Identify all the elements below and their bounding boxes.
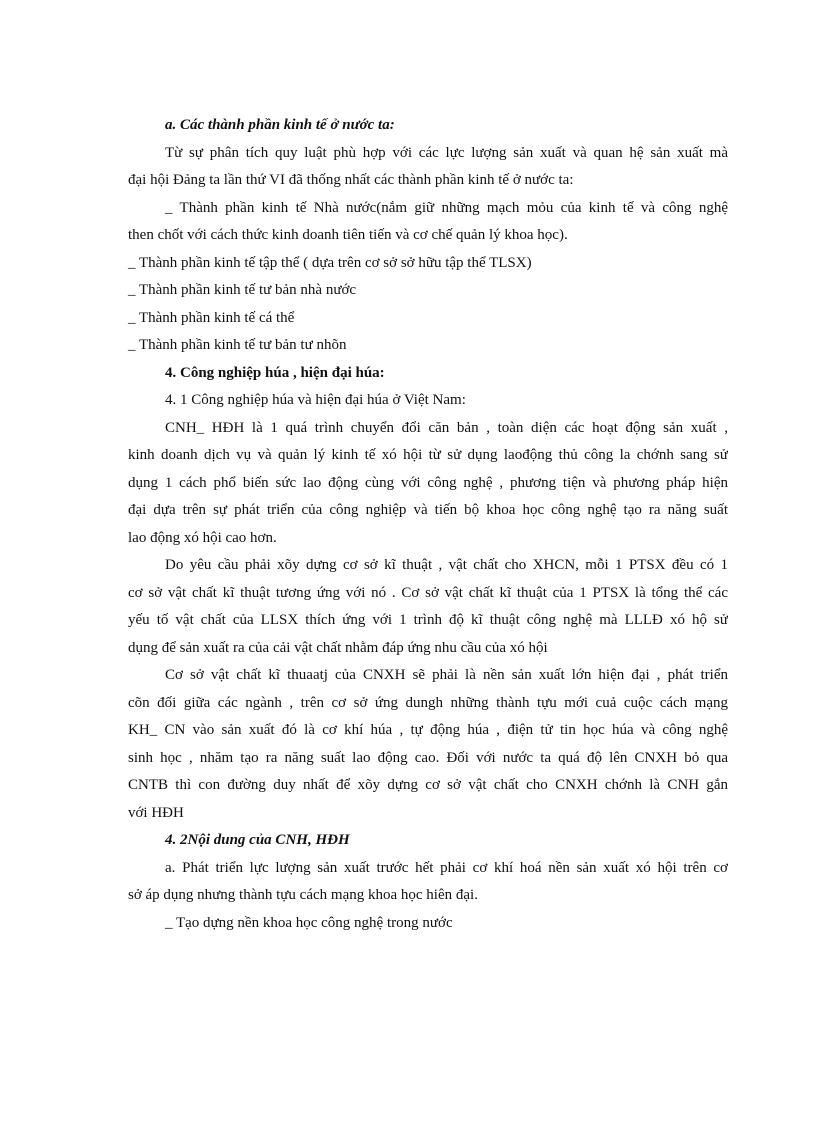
paragraph-line: đại hội Đảng ta lần thứ VI đã thống nhất các thành phần kinh tế ở nước ta:	[128, 172, 574, 188]
paragraph-line: kinh doanh dịch vụ và quản lý kinh tế xó hội từ sử dụng laođộng thủ công la chớnh sang sử	[128, 447, 728, 463]
paragraph-line: sinh học , nhăm tạo ra năng suất lao động cao. Đối với nước ta quá độ lên CNXH bỏ qua	[128, 749, 728, 766]
list-item-state-sector: _ Thành phần kinh tế Nhà nước(nắm giữ những mạch mỏu của kinh tế và công nghệ	[165, 199, 728, 216]
paragraph-line: CNTB thì con đường duy nhất để xõy dựng cơ sở vật chất cho CNXH chớnh là CNH gắn	[128, 777, 728, 793]
paragraph-line: sở áp dụng nhưng thành tựu cách mạng khoa học hiên đại.	[128, 887, 478, 903]
list-item-state-sector-cont: then chốt với cách thức kinh doanh tiên tiến và cơ chế quản lý khoa học).	[128, 227, 568, 243]
paragraph-line: lao động xó hội cao hơn.	[128, 529, 277, 546]
section-heading-economic-sectors: a. Các thành phần kinh tế ở nước ta:	[165, 117, 395, 133]
paragraph-line: Do yêu cầu phải xõy dựng cơ sở kĩ thuật , vật chất cho XHCN, mỗi 1 PTSX đều có 1	[165, 557, 728, 573]
list-item-collective-sector: _ Thành phần kinh tế tập thể ( dựa trên cơ sở sở hữu tập thể TLSX)	[128, 254, 532, 271]
subsection-heading-vietnam: 4. 1 Công nghiệp húa và hiện đại húa ở Việt Nam:	[165, 392, 466, 408]
list-item-private-capital-sector: _ Thành phần kinh tế tư bản tư nhõn	[128, 337, 347, 353]
list-item-science-technology: _ Tạo dựng nền khoa học công nghệ trong nước	[165, 914, 453, 931]
list-item-individual-sector: _ Thành phần kinh tế cá thể	[128, 309, 295, 326]
list-item-state-capital-sector: _ Thành phần kinh tế tư bản nhà nước	[128, 282, 357, 298]
paragraph-line: Từ sự phân tích quy luật phù hợp với các lực lượng sản xuất và quan hệ sản xuất mà	[165, 144, 728, 161]
paragraph-line: KH_ CN vào sản xuất đó là cơ khí húa , tự động húa , điện tử tin học húa và công nghệ	[128, 722, 728, 738]
paragraph-line: đại dựa trên sự phát triển của công nghiệp và tiến bộ khoa học công nghệ tạo ra năng suất	[128, 502, 728, 518]
paragraph-line: Cơ sở vật chất kĩ thuaatj của CNXH sẽ phải là nền sản xuất lớn hiện đại , phát triển	[165, 667, 728, 683]
paragraph-line: CNH_ HĐH là 1 quá trình chuyển đổi căn bản , toàn diện các hoạt động sản xuất ,	[165, 419, 728, 436]
subsection-heading-content: 4. 2Nội dung của CNH, HĐH	[165, 832, 350, 848]
paragraph-line: dụng 1 cách phổ biến sức lao động cùng với công nghệ , phương tiện và phương pháp hiện	[128, 474, 728, 491]
paragraph-line: dụng để sản xuất ra của cải vật chất nhằm đáp ứng nhu cầu của xó hội	[128, 639, 548, 656]
paragraph-line: yếu tố vật chất của LLSX thích ứng với 1 trình độ kĩ thuật công nghệ mà LLLĐ xó hộ sử	[128, 612, 728, 628]
paragraph-line: a. Phát triển lực lượng sản xuất trước hết phải cơ khí hoá nền sản xuất xó hội trên cơ	[165, 859, 728, 876]
document-body	[128, 112, 728, 937]
paragraph-line: cơ sở vật chất kĩ thuật tương ứng với nó . Cơ sở vật chất kĩ thuật của 1 PTSX là tổng thể các	[128, 584, 728, 601]
paragraph-line: với HĐH	[128, 804, 184, 821]
paragraph-line: cõn đối giữa các ngành , trên cơ sở ứng dungh những thành tựu mới cuả cuộc cách mạng	[128, 694, 728, 711]
section-heading-industrialization: 4. Công nghiệp húa , hiện đại húa:	[165, 364, 385, 381]
